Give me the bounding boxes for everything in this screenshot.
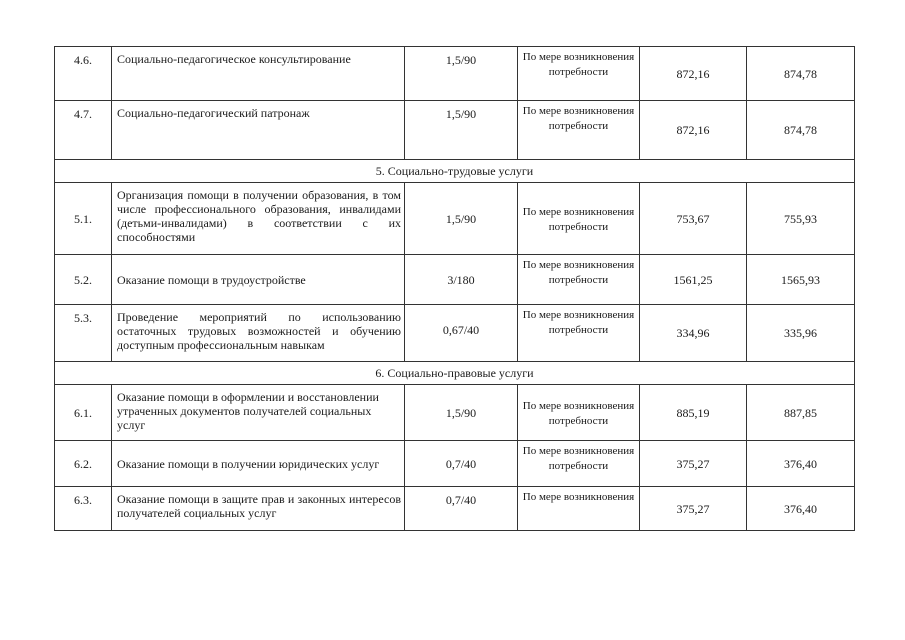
price-next: 376,40: [747, 487, 855, 531]
price-next: 874,78: [747, 101, 855, 160]
frequency: По мере возникновения потребности: [518, 255, 640, 305]
price-current: 375,27: [640, 487, 747, 531]
time-norm: 0,67/40: [405, 305, 518, 362]
price-next: 755,93: [747, 183, 855, 255]
price-current: 885,19: [640, 385, 747, 441]
time-norm: 3/180: [405, 255, 518, 305]
service-name: Социально-педагогический патронаж: [112, 101, 405, 160]
service-name: Оказание помощи в получении юридических услуг: [112, 441, 405, 487]
section-header-row: [55, 362, 855, 385]
price-current: 1561,25: [640, 255, 747, 305]
row-number: 4.6.: [55, 47, 112, 101]
time-norm: 1,5/90: [405, 385, 518, 441]
frequency: По мере возникновения: [518, 487, 640, 531]
service-name: Оказание помощи в защите прав и законных интересов получателей социальных услуг: [112, 487, 405, 531]
time-norm: 0,7/40: [405, 487, 518, 531]
service-name: Оказание помощи в трудоустройстве: [112, 255, 405, 305]
time-norm: 1,5/90: [405, 183, 518, 255]
row-number: 6.3.: [55, 487, 112, 531]
price-current: 872,16: [640, 101, 747, 160]
row-number: 6.2.: [55, 441, 112, 487]
price-current: 334,96: [640, 305, 747, 362]
price-current: 753,67: [640, 183, 747, 255]
row-number: 4.7.: [55, 101, 112, 160]
price-current: 872,16: [640, 47, 747, 101]
row-number: 5.1.: [55, 183, 112, 255]
price-next: 376,40: [747, 441, 855, 487]
table-row: [55, 101, 855, 160]
service-name: Проведение мероприятий по использованию остаточных трудовых возможностей и обучению доступным профессиональным навыкам: [112, 305, 405, 362]
time-norm: 1,5/90: [405, 101, 518, 160]
time-norm: 1,5/90: [405, 47, 518, 101]
table-row: [55, 183, 855, 255]
table-row: [55, 47, 855, 101]
frequency: По мере возникновения потребности: [518, 385, 640, 441]
table-row: [55, 305, 855, 362]
row-number: 5.2.: [55, 255, 112, 305]
frequency: По мере возникновения потребности: [518, 441, 640, 487]
frequency: По мере возникновения потребности: [518, 47, 640, 101]
table-row: [55, 385, 855, 441]
section-title: 5. Социально-трудовые услуги: [55, 160, 855, 183]
price-next: 335,96: [747, 305, 855, 362]
frequency: По мере возникновения потребности: [518, 101, 640, 160]
service-name: Социально-педагогическое консультирование: [112, 47, 405, 101]
service-name: Оказание помощи в оформлении и восстановлении утраченных документов получателей социальных услуг: [112, 385, 405, 441]
table-row: [55, 487, 855, 531]
time-norm: 0,7/40: [405, 441, 518, 487]
price-next: 1565,93: [747, 255, 855, 305]
service-name: Организация помощи в получении образования, в том числе профессионального образования, инвалидами (детьми-инвалидами) в соответствии с их способностями: [112, 183, 405, 255]
services-table: [54, 46, 855, 531]
row-number: 6.1.: [55, 385, 112, 441]
frequency: По мере возникновения потребности: [518, 305, 640, 362]
table-row: [55, 441, 855, 487]
section-header-row: [55, 160, 855, 183]
price-current: 375,27: [640, 441, 747, 487]
frequency: По мере возникновения потребности: [518, 183, 640, 255]
row-number: 5.3.: [55, 305, 112, 362]
section-title: 6. Социально-правовые услуги: [55, 362, 855, 385]
price-next: 874,78: [747, 47, 855, 101]
price-next: 887,85: [747, 385, 855, 441]
table-row: [55, 255, 855, 305]
